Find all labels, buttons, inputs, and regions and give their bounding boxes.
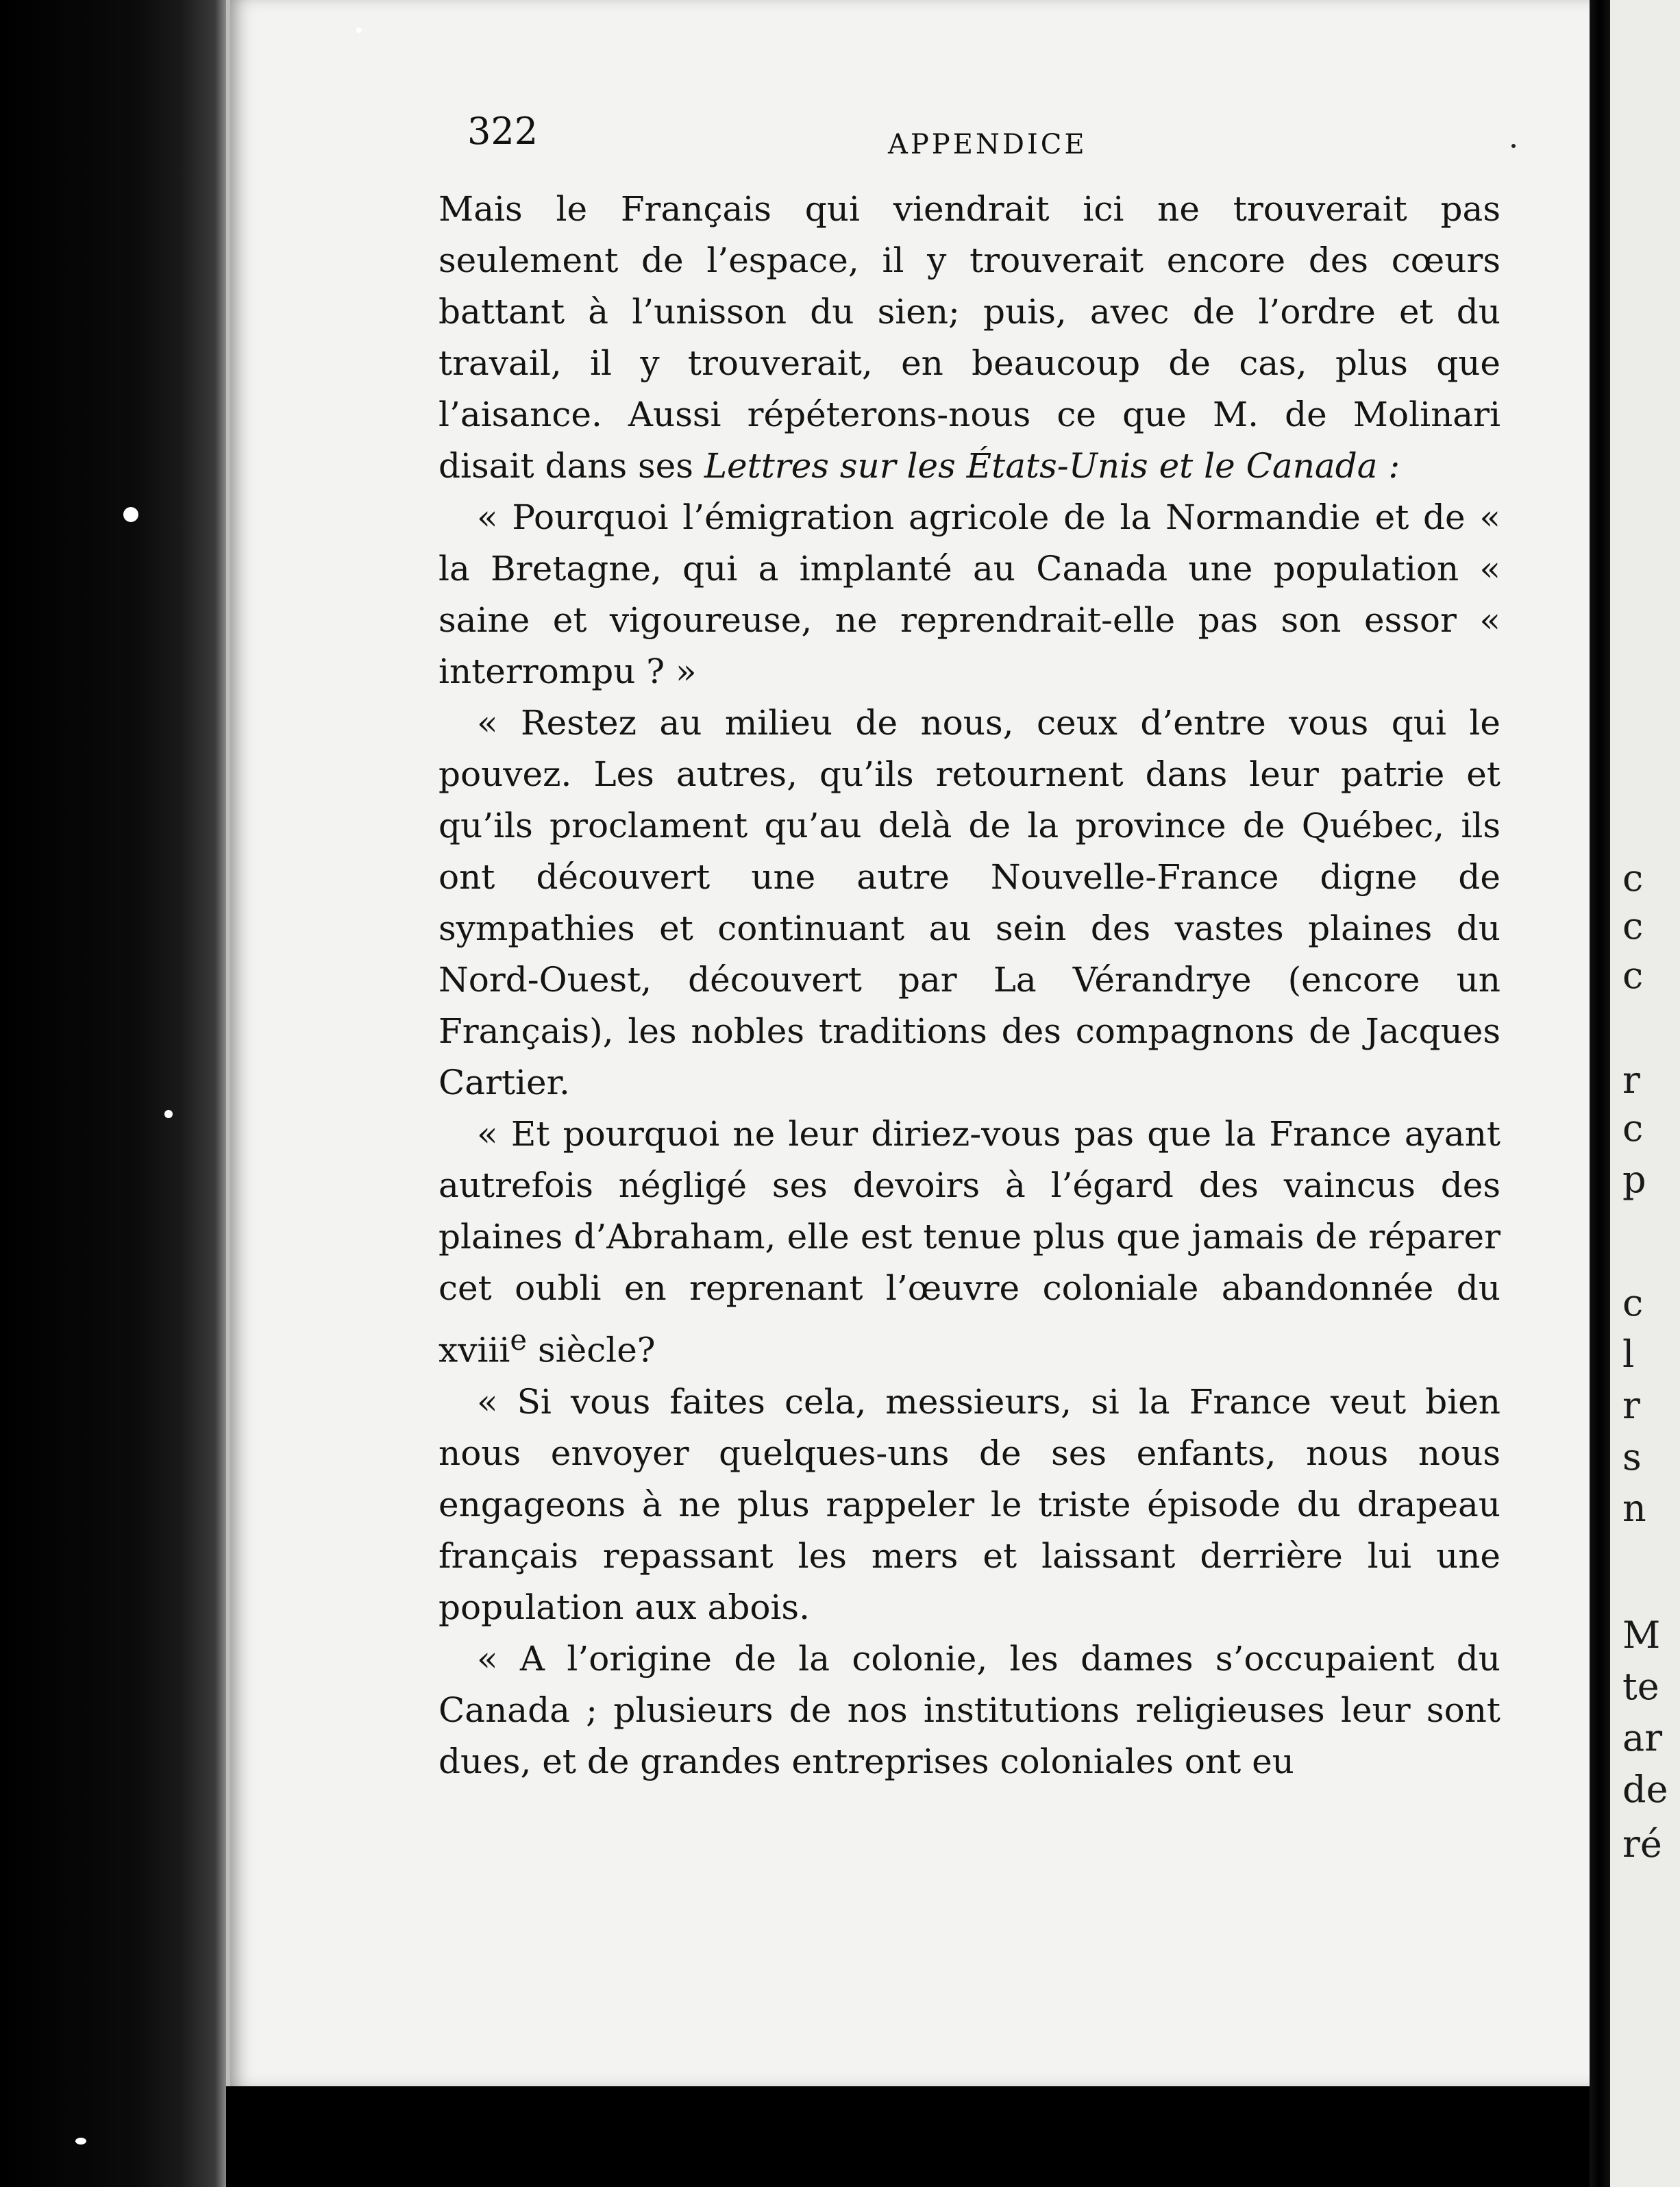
book-title-italic: Lettres sur les États-Unis et le Canada : [704, 446, 1400, 486]
facing-page-fragment: r [1622, 1059, 1640, 1102]
paragraph-1 [438, 184, 1500, 492]
paragraph-6: « A l’origine de la colonie, les dames s’occupaient du Canada ; plusieurs de nos institutions religieuses leur sont dues, et de grandes entreprises coloniales ont eu [438, 1638, 1500, 1781]
running-title: APPENDICE [888, 129, 1087, 160]
facing-page-fragment: te [1622, 1665, 1659, 1708]
book-binding-gutter [0, 0, 226, 2187]
page-fold-shadow [1590, 0, 1610, 2187]
scan-speck [164, 1110, 173, 1118]
scan-speck [356, 27, 362, 33]
paragraph-4-text: « Et pourquoi ne leur diriez-vous pas que la France ayant autrefois négligé ses devoirs à l’égard des vaincus des plaines d’Abraham, elle est tenue plus que jamais de réparer cet oubli en reprenant l’œuvre coloniale abandonnée du xviii [438, 1114, 1500, 1370]
paragraph-1-text: Mais le Français qui viendrait ici ne trouverait pas seulement de l’espace, il y trouverait encore des cœurs battant à l’unisson du sien; puis, avec de l’ordre et du travail, il y trouverait, en beaucoup de cas, plus que l’aisance. Aussi répéterons-nous ce que M. de Molinari disait dans ses [438, 189, 1500, 486]
page-number: 322 [467, 110, 539, 153]
facing-page-fragment: M [1622, 1614, 1661, 1657]
facing-page-fragment: ré [1622, 1822, 1662, 1866]
facing-page-fragment: n [1622, 1487, 1646, 1530]
paragraph-3: « Restez au milieu de nous, ceux d’entre vous qui le pouvez. Les autres, qu’ils retournent dans leur patrie et qu’ils proclament qu’au delà de la province de Québec, ils ont découvert une autre Nouvelle-France digne de sympathies et continuant au sein des vastes plaines du Nord-Ouest, découvert par La Vérandrye (encore un Français), les nobles traditions des compagnons de Jacques Cartier. [438, 703, 1500, 1102]
paragraph-2-quote: « Pourquoi l’émigration agricole de la Normandie et de « la Bretagne, qui a implanté au Canada une population « saine et vigoureuse, ne reprendrait-elle pas son essor « interrompu ? » [438, 497, 1500, 691]
body-text [438, 184, 1500, 1788]
facing-page-fragment: c [1622, 1107, 1644, 1150]
facing-page-fragment: c [1622, 954, 1644, 997]
scan-speck [1511, 144, 1516, 148]
facing-page-fragment: ar [1622, 1716, 1663, 1759]
page-bottom-edge [226, 2086, 1590, 2187]
paragraph-4 [438, 1109, 1500, 1376]
facing-page-fragment: de [1622, 1768, 1668, 1811]
paragraph-4-end: siècle? [527, 1330, 656, 1370]
scan-speck [75, 2138, 86, 2145]
paragraph-5: « Si vous faites cela, messieurs, si la France veut bien nous envoyer quelques-uns de ses enfants, nous nous engageons à ne plus rappeler le triste épisode du drapeau français repassant les mers et laissant derrière lui une population aux abois. [438, 1381, 1500, 1627]
facing-page-fragment: r [1622, 1384, 1640, 1427]
facing-page-fragment: c [1622, 856, 1644, 900]
century-superscript: e [510, 1323, 528, 1357]
facing-page-fragment: p [1622, 1158, 1646, 1201]
facing-page-fragment: c [1622, 1281, 1644, 1324]
facing-page-fragment: s [1622, 1435, 1642, 1479]
facing-page-fragment: c [1622, 904, 1644, 948]
scan-speck [123, 507, 138, 522]
facing-page-edge [1610, 0, 1680, 2187]
facing-page-fragment: l [1622, 1333, 1635, 1376]
